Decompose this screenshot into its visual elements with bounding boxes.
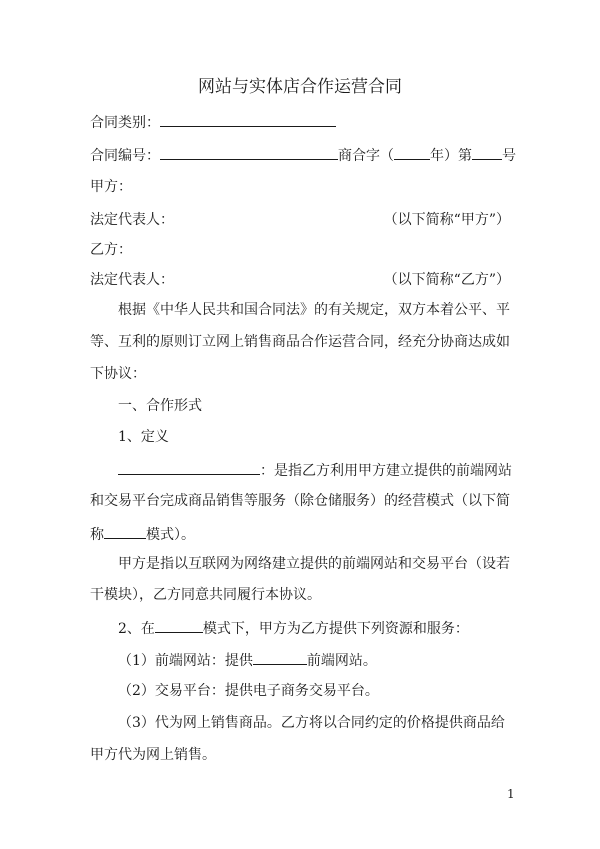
definition-text-1: ：是指乙方利用甲方建立提供的前端网站 [260, 463, 512, 479]
contract-no-blank[interactable] [160, 144, 338, 160]
sub-heading-1: 1、定义 [118, 429, 169, 445]
contract-seq-blank[interactable] [472, 144, 502, 160]
item-1a: （1）前端网站：提供 [118, 653, 253, 669]
party-b-alias: （以下简称“乙方”） [383, 272, 510, 288]
definition-text-3b: 模式）。 [146, 527, 195, 543]
item-2: （2）交易平台：提供电子商务交易平台。 [118, 683, 379, 699]
rep-b-label: 法定代表人： [90, 272, 174, 288]
definition-line-3 [90, 523, 195, 545]
sub-heading-2 [118, 617, 469, 639]
contract-year-blank[interactable] [394, 144, 430, 160]
page-number: 1 [507, 787, 515, 801]
intro-line-2: 等、互利的原则订立网上销售商品合作运营合同，经充分协商达成如 [90, 334, 510, 350]
party-a-definition-line-2: 干模块），乙方同意共同履行本协议。 [90, 587, 321, 603]
contract-no-mid: 商合字（ [338, 148, 394, 164]
item-3-line-1: （3）代为网上销售商品。乙方将以合同约定的价格提供商品给 [118, 715, 505, 731]
mode-name-blank[interactable] [118, 459, 260, 475]
mode-blank-2[interactable] [155, 617, 203, 633]
contract-type-row [90, 111, 336, 133]
definition-line-2: 和交易平台完成商品销售等服务（除仓储服务）的经营模式（以下简 [90, 493, 510, 509]
website-blank[interactable] [253, 649, 307, 665]
contract-type-blank[interactable] [160, 111, 336, 127]
contract-type-label: 合同类别： [90, 115, 160, 131]
contract-no-row [90, 144, 516, 166]
sub-heading-2b: 模式下，甲方为乙方提供下列资源和服务： [202, 621, 469, 637]
item-3-line-2: 甲方代为网上销售。 [90, 747, 216, 763]
sub-heading-2a: 2、在 [118, 621, 155, 637]
item-1b: 前端网站。 [306, 653, 377, 669]
item-1 [118, 649, 377, 671]
contract-no-label: 合同编号： [90, 148, 160, 164]
document-title: 网站与实体店合作运营合同 [198, 77, 402, 97]
party-b-label: 乙方： [90, 242, 132, 258]
rep-a-label: 法定代表人： [90, 212, 174, 228]
rep-a-row [90, 210, 510, 230]
party-a-alias: （以下简称“甲方”） [383, 212, 510, 228]
rep-b-row [90, 270, 510, 290]
mode-abbrev-blank[interactable] [104, 523, 146, 539]
intro-line-1: 根据《中华人民共和国合同法》的有关规定，双方本着公平、平 [118, 302, 510, 318]
party-a-definition-line-1: 甲方是指以互联网为网络建立提供的前端网站和交易平台（设若 [118, 556, 510, 572]
definition-line-1 [118, 459, 512, 481]
contract-no-year: 年）第 [430, 148, 472, 164]
contract-no-end: 号 [502, 148, 516, 164]
party-a-label: 甲方： [90, 179, 132, 195]
definition-text-3a: 称 [90, 527, 104, 543]
intro-line-3: 下协议： [90, 366, 146, 382]
section-heading-1: 一、合作形式 [118, 398, 202, 414]
